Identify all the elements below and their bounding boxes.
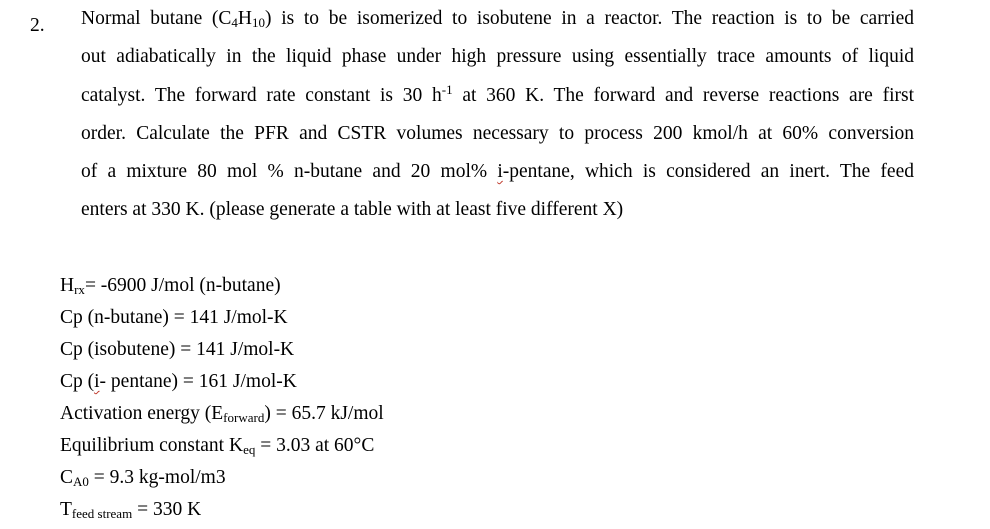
text-run: ) is to be isomerized to isobutene in a reactor. The reaction is to be carried [265, 8, 914, 29]
statement-line [81, 77, 914, 115]
text-run: i [94, 371, 100, 392]
text-run: catalyst. The forward rate constant is 30 h [81, 85, 442, 106]
text-run: H [60, 275, 75, 296]
text-run: = 3.03 at 60°C [255, 435, 375, 456]
statement-line [81, 191, 914, 229]
subscript-text: 10 [252, 15, 266, 30]
text-run: enters at 330 K. (please generate a table with at least five different X) [81, 199, 624, 220]
text-run: at 360 K. The forward and reverse reactions are first [452, 85, 914, 106]
text-run: T [60, 499, 72, 520]
parameter-row [60, 334, 384, 366]
text-run: - pentane) = 161 J/mol-K [99, 371, 297, 392]
text-run: i [497, 161, 503, 182]
statement-line [81, 153, 914, 191]
text-run: H [237, 8, 253, 29]
text-run: = 9.3 kg-mol/m3 [88, 467, 226, 488]
question-number: 2. [30, 15, 45, 36]
parameter-row [60, 270, 384, 302]
text-run: Cp ( [60, 371, 95, 392]
subscript-text: forward [223, 410, 265, 425]
statement-line [81, 0, 914, 38]
text-run: = -6900 J/mol (n-butane) [84, 275, 281, 296]
text-run: ) = 65.7 kJ/mol [264, 403, 384, 424]
text-run: Cp (isobutene) = 141 J/mol-K [60, 339, 295, 360]
parameter-row [60, 366, 384, 398]
parameter-list [60, 270, 384, 526]
subscript-text: rx [74, 282, 85, 297]
subscript-text: 4 [231, 15, 238, 30]
text-run: Cp (n-butane) = 141 J/mol-K [60, 307, 288, 328]
subscript-text: eq [243, 442, 256, 457]
text-run: out adiabatically in the liquid phase under high pressure using essentially trace amounts of liquid [81, 46, 914, 67]
text-run: C [60, 467, 74, 488]
text-run: Equilibrium constant K [60, 435, 244, 456]
parameter-row [60, 462, 384, 494]
text-run: -pentane, which is considered an inert. The feed [502, 161, 914, 182]
text-run: = 330 K [132, 499, 202, 520]
text-run: of a mixture 80 mol % n-butane and 20 mol% [81, 161, 498, 182]
subscript-text: A0 [73, 474, 89, 489]
statement-line [81, 38, 914, 76]
text-run: Activation energy (E [60, 403, 224, 424]
statement-line [81, 115, 914, 153]
parameter-row [60, 398, 384, 430]
superscript-text: -1 [441, 82, 453, 97]
text-run: order. Calculate the PFR and CSTR volumes necessary to process 200 kmol/h at 60% conversion [81, 123, 914, 144]
parameter-row [60, 302, 384, 334]
parameter-row [60, 430, 384, 462]
text-run: Normal butane (C [81, 8, 232, 29]
subscript-text: feed stream [71, 506, 133, 521]
parameter-row [60, 494, 384, 526]
